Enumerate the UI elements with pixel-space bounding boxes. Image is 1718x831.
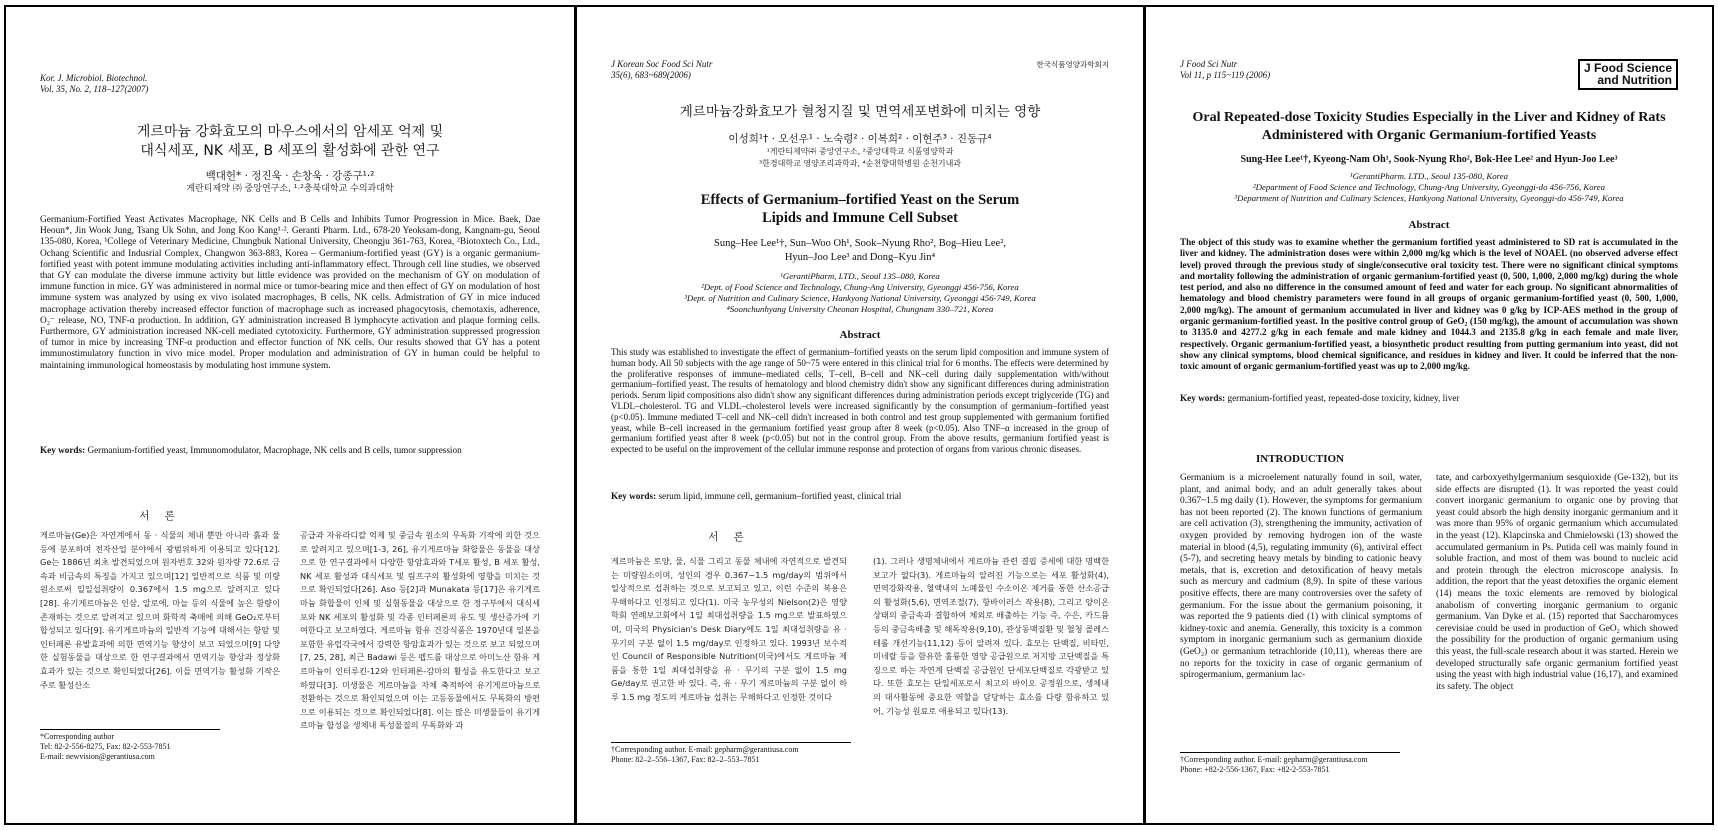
keywords-text: Germanium-fortified yeast, Immunomodulator, Macrophage, NK cells and B cells, tumor suppression: [87, 445, 462, 455]
abstract-heading: Abstract: [839, 329, 881, 341]
section-heading: 서 론: [139, 510, 181, 522]
affiliation-ko-line2: ³한경대학교 영양조리과학과, ⁴순천향대학병원 순천기내과: [758, 159, 962, 168]
body-columns: [40, 529, 540, 733]
footnote: †Corresponding author. E-mail: gepharm@gerantiusa.com Phone: 82–2–556–1367, Fax: 82–2–553–7851: [611, 742, 851, 765]
footnote: †Corresponding author. E-mail: gepharm@gerantiusa.com Phone: +82-2-556-1367, Fax: +82-2-553-7851: [1180, 752, 1400, 775]
journal-volume: Vol. 35, No. 2, 118–127(2007): [40, 84, 149, 94]
keywords: [611, 491, 1109, 502]
affiliation-en-line2: ²Dept. of Food Science and Technology, Chung-Ang University, Gyeonggi 456-756, Korea: [701, 282, 1019, 292]
title-ko-line1: 게르마늄 강화효모의 마우스에서의 암세포 억제 및: [136, 124, 444, 140]
abstract-text: This study was established to investigate the effect of germanium–fortified yeasts on the serum lipid composition and immune system of human body. All 50 subjects with the age range of 50~75 were entered in this clinical trial for 6 months. The effects were determined by the proliferative responses of immune–mediated cells, T–cell, B–cell and NK–cell during daily supplementation with/without germanium–fortified yeast. The results of hematology and blood chemistry didn't show any significant differences during administration periods. Serum lipid compositions also didn't show any significant differences during administration periods except triglyceride (TG) and VLDL–cholesterol. TG and VLDL–cholesterol levels were increased significantly by the consumption of germanium–fortified yeast (p<0.05). Immune mediated T–cell and NK–cell didn't increased in both control and test group supplemented with germanium fortified yeast, while B–cell increased in the germanium fortified yeast group after 8 week (p<0.05). Also TNF–α increased in the group of germanium fortified yeast after 8 week (p<0.05) but not in the control group. From the above results, germanium fortified yeast is expected to be useful on the improvement of the cellular immune response and protection of organs from various chronic diseases.: [611, 347, 1109, 455]
body-column-left: Germanium is a microelement naturally found in soil, water, plant, and animal body, and an adult generally takes about 0.367~1.5 mg daily (1). However, the symptoms for germanium has not been reported (2). The known functions of germanium are cell activation (3), strengthening the immunity, activation of oxygen provided by removing hydrogen ion of the waste material in blood (4,5), regulating immunity (6), antiviral effect (5-7), and secreting heavy metals by binding to cationic heavy metals, that is, excretion and detoxification of heavy metals such as mercury and cadmium (8,9). In spite of these various positive effects, there are many controversies over the safety of germanium. For the issue about the germanium poisoning, it was reported the 9 patients died (1) with clinical symptoms of kidney-toxic and anemia. Generally, this toxicity is a common symptom in inorganic germanium such as germanium dioxide (GeO₂) or germanium tetrachloride (10,11), whereas there are no reports for the toxicity in case of organic germanium of spirogermanium, germanium lac-: [1180, 473, 1422, 681]
journal-name: Kor. J. Microbiol. Biotechnol.: [40, 73, 148, 83]
body-column-left: 게르마늄(Ge)은 자연계에서 동 · 식물의 체내 뿐만 아니라 흙과 물 등에 분포하며 전자산업 분야에서 광범위하게 이용되고 있다[12]. Ge는 1886년 최초 발견되었으며 원자번호 32와 원자량 72.6로 금속과 비금속의 특징을 가지고 있으며[12] 일반적으로 식품 및 미량원소로써 일일섭취량이 0.367에서 1.5 mg으로 알려지고 있다[28]. 유기게르마늄은 인삼, 알로에, 마늘 등의 식물에 높은 함량이 존재하는 것으로 알려져고 있으며 화학적 축매에 의해 GeO₂로부터 합성되고 있다[9]. 유기게르마늄의 일반적 기능에 대해서는 항암 및 인터페론 유발효과에 의한 면역기능 향상이 보고 되었으며[9] 다양한 실험동물을 대상으로 한 연구결과에서 면역기능 향상과 정상화 효과가 있는 것으로 확인되었다[26]. 이들 면역기능 활성화 기작은 주로 활성산소: [40, 530, 280, 690]
title-ko-line2: 대식세포, NK 세포, B 세포의 활성화에 관한 연구: [140, 143, 440, 159]
title-en-line1: Effects of Germanium–fortified Yeast on the Serum: [700, 192, 1020, 208]
authors-en: Sung-Hee Lee¹†, Kyeong-Nam Oh¹, Sook-Nyung Rho², Bok-Hee Lee² and Hyun-Joo Lee³: [1240, 154, 1618, 165]
keywords: [1180, 393, 1678, 404]
page-content: [611, 7, 1109, 823]
keywords: [40, 445, 540, 456]
section-heading: 서 론: [708, 531, 750, 543]
section-heading: INTRODUCTION: [1255, 453, 1344, 465]
affiliation-ko: 게란티제약 ㈜ 중앙연구소, ¹·²충북대학교 수의과대학: [186, 184, 394, 194]
authors-en-line1: Sung–Hee Lee¹†, Sun–Woo Oh¹, Sook–Nyung Rho², Bog–Hieu Lee²,: [713, 238, 1006, 249]
journal-logo: [1578, 59, 1678, 90]
affiliation-en-line4: ⁴Soonchunhyang University Cheonan Hospital, Chungnam 330–721, Korea: [726, 304, 994, 314]
title-ko: 게르마늄강화효모가 혈청지질 및 면역세포변화에 미치는 영향: [679, 104, 1041, 120]
journal-volume: Vol 11, p 115~119 (2006): [1180, 70, 1271, 80]
journal-logo-line1: J Food Science: [1583, 61, 1672, 75]
authors-en-line2: Hyun–Joo Lee³ and Dong–Kyu Jin⁴: [784, 252, 936, 263]
abstract-text: The object of this study was to examine whether the germanium fortified yeast administered to SD rat is accumulated in the liver and kidney. The administration doses were within 2,000 mg/kg which is the level of NOAEL (no observed adverse effect level) proved through the previous study of single/consecutive oral toxicity test. There were no significant clinical symptoms and mortality following the administration of organic germanium-fortified yeast (0, 500, 1,000, 2,000 mg/kg) during the whole test period, and also no difference in the consumed amount of feed and water for each group. No significant abnormalities of hematology and blood chemistry parameters were found in all groups of organic germanium-fortified yeast (0, 500, 1,000, 2,000 mg/kg). The amount of germanium accumulated in liver and kidney was 0 g/kg by ICP-AES method in the group of organic germanium-fortified yeast. In the positive control group of GeO₂ (150 mg/kg), the amount of accumulation was shown to 3135.0 and 4277.2 g/kg in each female and male kidney and 1044.3 and 2135.8 g/kg in each female and male liver, respectively. Organic germanium-fortified yeast, a biosynthetic product resulting from putting germanium into yeast, did not show any clinical symptoms, blood chemical significance, and residues in kidney and liver. It could be inferred that the non-toxic amount of organic germanium-fortified yeast was up to 2,000 mg/kg.: [1180, 237, 1678, 372]
page-content: [1180, 7, 1678, 823]
affiliation-en-line1: ¹GerantiPharm, LTD., Seoul 135–080, Korea: [780, 271, 940, 281]
title-block: [40, 123, 540, 195]
title-en-line1: Oral Repeated-dose Toxicity Studies Especially in the Liver and Kidney of Rats: [1192, 110, 1666, 125]
body-columns: [1180, 473, 1678, 693]
body-column-right: (1). 그러나 생명체내에서 게르마늄 관련 결핍 증세에 대한 명백한 보고가 없다(3). 게르마늄의 알려진 기능으로는 세포 활성화(4), 면역강화작용, 혈액내의 노폐물인 수소이온 제거를 통한 산소공급의 활성화(5,6), 면역조절(7), 항바이러스 작용(8), 그리고 양이온 상태의 중금속과 결합하여 체외로 배출하는 기능 즉, 수은, 카드뮴 등의 중금속배출 및 해독작용(9,10), 관상동맥질환 및 혈청 콜레스테롤 개선기능(11,12) 등이 알려져 있다. 효모는 단백질, 비타민, 미네랄 등을 함유한 훌륭한 영양 공급원으로 저지방 고단백질을 특징으로 하는 자연계 단백질 공급원인 단세포단백질로 각광받고 있다. 또한 효모는 단일세포로서 최고의 바이오 공정원으로, 생체내의 대사활동에 중요한 역할을 담당하는 효소를 다량 함유하고 있어, 기능성 원료로 애용되고 있다(13).: [873, 556, 1109, 716]
affiliation-en-line1: ¹GerantiPharm. LTD., Seoul 135-080, Korea: [1349, 171, 1509, 181]
journal-citation: [611, 59, 712, 81]
body-column-left: 게르마늄은 토양, 물, 식물 그리고 동물 체내에 자연적으로 발견되는 미량원소이며, 성인의 경우 0.367~1.5 mg/day의 범위에서 일상적으로 섭취하는 것으로 보고되고 있고, 이런 수준의 복용은 무해하다고 인정되고 있다(1). 미국 농무성의 Nielson(2)은 영양학회 연례보고회에서 1일 최대섭취량을 1.5 mg으로 발표하였으며, 미국의 Physician's Desk Diary에도 1일 최대섭취량을 유 · 무기의 구분 없이 1.5 mg/day로 인정하고 있다. 1993년 보수적인 Council of Responsible Nutrition(미국)에서도 게르마늄 제품을 통한 1일 최대섭취량을 유 · 무기의 구분 없이 1.5 mg Ge/day로 권고한 바 있다. 즉, 유 · 무기 게르마늄의 구분 없이 하루 1.5 mg 정도의 게르마늄 섭취는 무해하다고 인정한 것이다: [611, 556, 847, 702]
publisher-ko: 한국식품영양과학회지: [1036, 60, 1109, 69]
paper-page-1: [4, 5, 576, 825]
title-en-line2: Administered with Organic Germanium-fortified Yeasts: [1261, 128, 1597, 143]
title-block-en: [611, 191, 1109, 315]
keywords-text: serum lipid, immune cell, germanium–fortified yeast, clinical trial: [658, 491, 902, 501]
journal-logo-line2: and Nutrition: [1597, 73, 1672, 87]
journal-volume: 35(6), 683~689(2006): [611, 70, 691, 80]
keywords-text: germanium-fortified yeast, repeated-dose toxicity, kidney, liver: [1227, 393, 1460, 403]
abstract-text: Germanium-Fortified Yeast Activates Macrophage, NK Cells and B Cells and Inhibits Tumor Progression in Mice. Baek, Dae Heoun*, Jin Wook Jung, Tsang Uk Sohn, and Jong Koo Kang¹·². Geranti Pharm. Ltd., 678-20 Yeoksam-dong, Kangnam-gu, Seoul 135-080, Korea, ¹College of Veterinary Medicine, Chungbuk National University, Cheongju 361-763, Korea, ²Biotoxtech Co., Ltd., Ochang Scientific and Indusrial Complex, Changwon 363-883, Korea – Germanium-fortified yeast (GY) is a organic germanium-fortified yeast with potent immune modulating activities including anti-inflammatory effect. Through cell line studies, we observed that GY can modulate the diverse immune activity but little evidence was provided on the mechanism of GY on modulation of immune function in mice. GY was administered in normal mice or tumor-bearing mice and then effect of GY on modulation of host immune system was analyzed by using ex vivo isolated macrophages, B cells, NK cells. Admistration of GY in mice induced macrophage activation thereby increased effector function of macrophage such as increased phagocytosis, chemotaxis, adherence, O₂⁻ release, NO, TNF-α production. In addition, GY administration increased B lymphocyte activation and plaque forming cells. Furthermore, GY administration increased NK-cell mediated cytotoxicity. Furthermore, GY administration suppressed progression of tumor in mice by increasing TNF-α production and effector function of NK cells. Our results showed that GY has a potent immunostimulatory function in vivo mice model. Proper modulation and administration of GY in human could be helpful to maintaining immunological homeostasis by modulating host immune system.: [40, 215, 540, 371]
footnote: *Corresponding author Tel: 82-2-556-8275, Fax: 82-2-553-7851 E-mail: newvision@gerantiusa.com: [40, 729, 220, 762]
keywords-label: Key words:: [1180, 393, 1226, 403]
journal-citation: [1180, 59, 1270, 81]
affiliation-en-line2: ²Department of Food Science and Technology, Chung-Ang University, Gyeonggi-do 456-756, Korea: [1252, 182, 1606, 192]
affiliation-en-line3: ³Dept. of Nutrition and Culinary Science, Hankyong National University, Gyeonggi 456-749, Korea: [684, 293, 1036, 303]
keywords-label: Key words:: [40, 445, 86, 455]
abstract-heading: Abstract: [1408, 219, 1450, 231]
title-block-ko: [611, 103, 1109, 170]
keywords-label: Key words:: [611, 491, 657, 501]
journal-citation: [40, 73, 148, 95]
paper-page-2: [575, 5, 1145, 825]
affiliation-en-line3: ³Department of Nutrition and Culinary Sciences, Hankyong National University, Gyeonggi-do 456-749, Korea: [1234, 193, 1624, 203]
body-column-right: tate, and carboxyethylgermanium sesquioxide (Ge-132), but its side effects are disrupted (1). It was reported the yeast could convert inorganic germanium to organic one by proving that yeast could absorb the high density inorganic germanium and it was more than 95% of organic germanium which accumulated in the yeast (12). Klapcinska and Chmielowski (13) showed the accumulated germanium in Ps. Putida cell was mainly found in soluble fraction, and most of them was bound to nucleic acid and protein through the electron microscope analysis. In addition, the report that the yeast detoxifies the organic element (14) means the toxic elements are removed by biological anabolism of converting inorganic germanium to organic germanium. Van Dyke et al. (15) reported that Saccharomyces cerevisiae could be used in production of GeO₂ which showed the possibility for the production of organic germanium using this yeast, the full-scale research about it was started. Herein we developed structurally safe organic germanium fortified yeast using the yeast with high industrial value (16,17), and examined its safety. The object: [1436, 473, 1678, 692]
journal-name: J Korean Soc Food Sci Nutr: [611, 59, 713, 69]
page-content: [40, 7, 540, 823]
title-block: [1180, 109, 1678, 204]
authors-ko: 백대헌* · 정진욱 · 손창욱 · 강종구¹·²: [205, 170, 375, 182]
body-columns: [611, 555, 1109, 718]
title-en-line2: Lipids and Immune Cell Subset: [762, 210, 958, 226]
journal-name: J Food Sci Nutr: [1180, 59, 1238, 69]
authors-ko: 이성희¹† · 오선우¹ · 노숙령² · 이복희² · 이현주³ · 진동규⁴: [728, 133, 992, 145]
body-column-right: 공급과 자유라디칼 억제 및 중금속 원소의 무독화 기작에 의한 것으로 알려지고 있으며[1-3, 26], 유기게르마늄 화합물은 동물을 대상으로 한 연구결과에서 다양한 항암효과와 T세포 활성, B 세포 활성, NK 세포 활성과 대식세포 및 림프구의 활성화에 영향을 미치는 것으로 확인되었다[26]. Aso 등[2]과 Munakata 등[17]은 유기게르마늄 화합물이 인체 및 실험동물을 대상으로 한 정구부에서 대식세포와 NK 세포의 활성화 및 각종 인터페론의 유도 및 생산증가에 기여한다고 보고하였다. 게르마늄 함유 건강식품은 1970년대 일본을 포함한 유럽각국에서 강력한 항암효과가 있는 것으로 보고 되었으며[7, 25, 28], 최근 Badawi 등은 펩드를 대상으로 아미노산 함유 게르마늄이 인터루킨-12와 인터페론-감마의 활성을 유도한다고 보고하였다[3]. 미생물은 게르마늄을 자체 축적하여 유기게르마늄으로 전환하는 것으로 확인되었으며 이는 고등동물에서도 무독화의 방편으로 이용되는 것으로 확인되었다[8]. 이는 많은 미생물들이 유기게르마늄 합성을 생체내 독성물질의 무독화와 과: [300, 530, 540, 731]
paper-page-3: [1144, 5, 1714, 825]
affiliation-ko-line1: ¹게란티제약㈜ 중앙연구소, ²중앙대학교 식품영양학과: [766, 147, 954, 156]
